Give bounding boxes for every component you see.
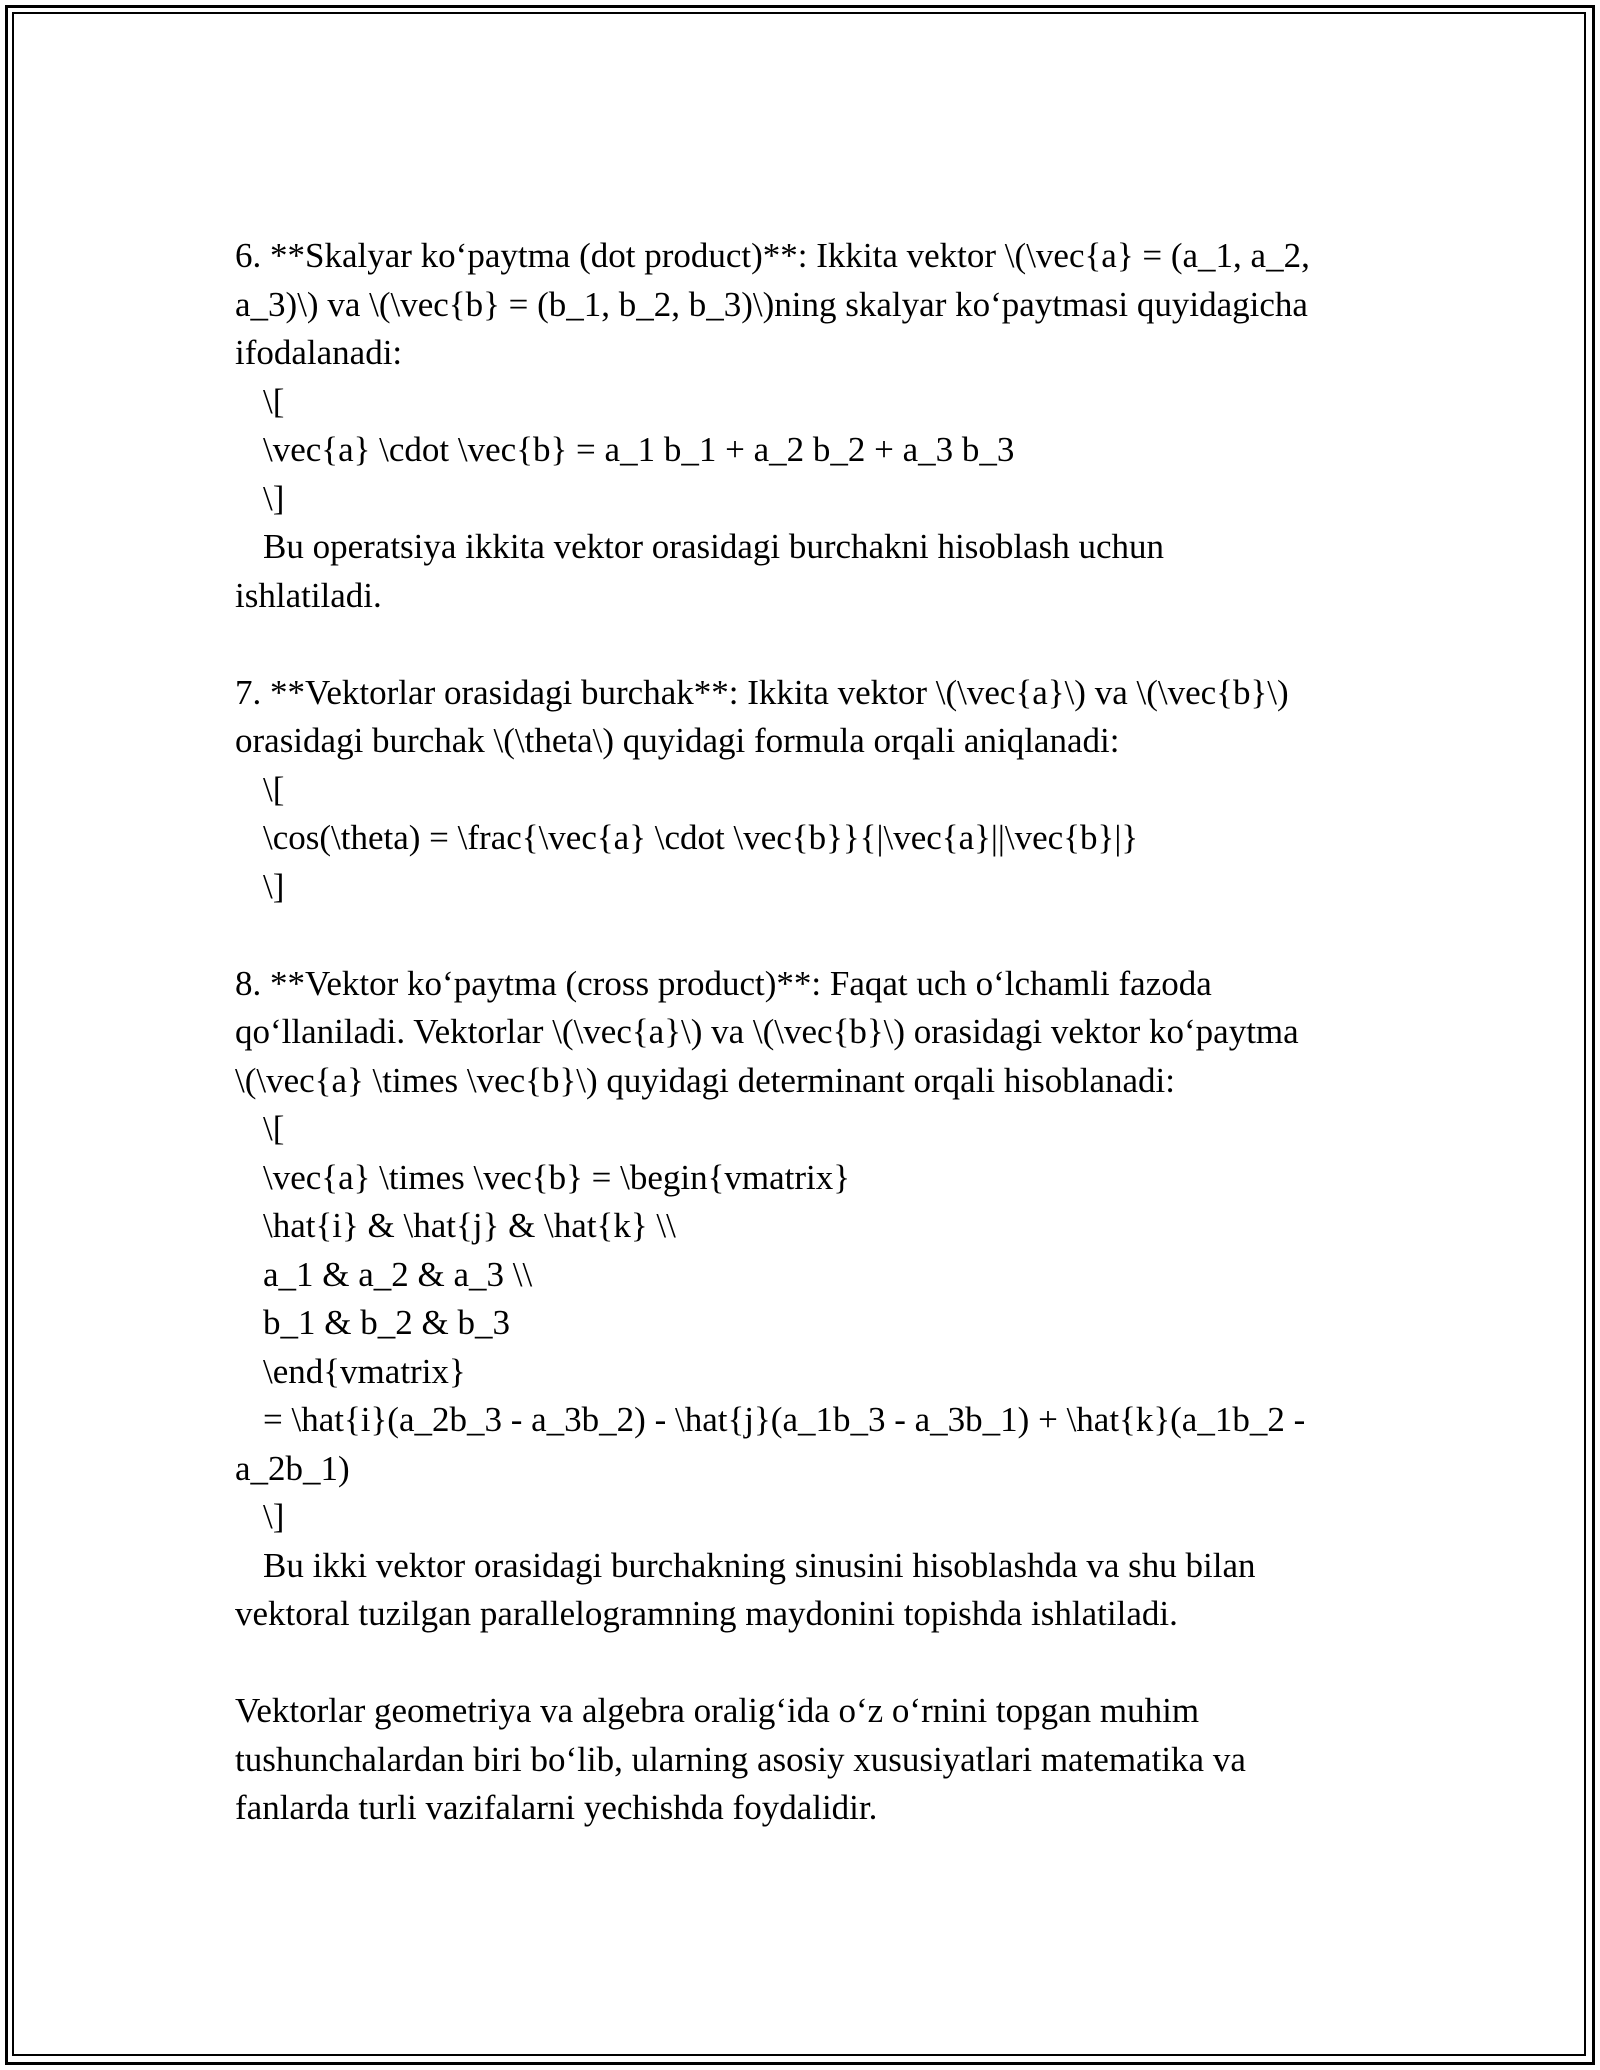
- text-line: \[: [263, 769, 285, 809]
- text-line: \]: [263, 478, 285, 518]
- text-line: \hat{i} & \hat{j} & \hat{k} \\: [263, 1206, 676, 1245]
- text-line: tushunchalardan biri bo‘lib, ularning asosiy xususiyatlari matematika va: [235, 1739, 1246, 1779]
- document-section: [235, 232, 1375, 620]
- document-section: [235, 1687, 1375, 1833]
- text-line: Bu ikki vektor orasidagi burchakning sinusini hisoblashda va shu bilan: [263, 1545, 1256, 1585]
- document-section: [235, 960, 1375, 1639]
- text-line: ishlatiladi.: [235, 575, 382, 615]
- text-line: \]: [263, 1497, 285, 1536]
- text-line: = \hat{i}(a_2b_3 - a_3b_2) - \hat{j}(a_1b_3 - a_3b_1) + \hat{k}(a_1b_2 -: [263, 1400, 1306, 1439]
- text-line: orasidagi burchak \(\theta\) quyidagi formula orqali aniqlanadi:: [235, 721, 1120, 760]
- text-line: a_1 & a_2 & a_3 \\: [263, 1254, 533, 1294]
- text-line: a_3)\) va \(\vec{b} = (b_1, b_2, b_3)\)ning skalyar ko‘paytmasi quyidagicha: [235, 284, 1308, 324]
- text-line: b_1 & b_2 & b_3: [263, 1303, 510, 1342]
- text-line: Bu operatsiya ikkita vektor orasidagi burchakni hisoblash uchun: [263, 527, 1165, 566]
- text-line: \[: [263, 1109, 285, 1148]
- paragraph-gap: [235, 1639, 1375, 1688]
- text-line: 6. **Skalyar ko‘paytma (dot product)**: Ikkita vektor \(\vec{a} = (a_1, a_2,: [235, 236, 1310, 275]
- paragraph-gap: [235, 911, 1375, 960]
- text-line: \vec{a} \cdot \vec{b} = a_1 b_1 + a_2 b_2 + a_3 b_3: [263, 430, 1015, 469]
- text-line: \(\vec{a} \times \vec{b}\) quyidagi determinant orqali hisoblanadi:: [235, 1060, 1175, 1100]
- document-sections: [235, 232, 1375, 1833]
- text-line: \cos(\theta) = \frac{\vec{a} \cdot \vec{b}}{|\vec{a}||\vec{b}|}: [263, 818, 1139, 857]
- paragraph-gap: [235, 620, 1375, 669]
- text-line: fanlarda turli vazifalarni yechishda foydalidir.: [235, 1788, 878, 1827]
- text-line: 8. **Vektor ko‘paytma (cross product)**: Faqat uch o‘lchamli fazoda: [235, 963, 1212, 1003]
- text-line: ifodalanadi:: [235, 333, 403, 372]
- text-line: \[: [263, 381, 285, 421]
- text-line: \end{vmatrix}: [263, 1351, 466, 1391]
- text-line: Vektorlar geometriya va algebra oralig‘ida o‘z o‘rnini topgan muhim: [235, 1691, 1200, 1730]
- document-body: [235, 232, 1375, 1833]
- text-line: qo‘llaniladi. Vektorlar \(\vec{a}\) va \(\vec{b}\) orasidagi vektor ko‘paytma: [235, 1012, 1299, 1051]
- text-line: 7. **Vektorlar orasidagi burchak**: Ikkita vektor \(\vec{a}\) va \(\vec{b}\): [235, 672, 1289, 712]
- text-line: vektoral tuzilgan parallelogramning maydonini topishda ishlatiladi.: [235, 1594, 1178, 1633]
- text-line: \vec{a} \times \vec{b} = \begin{vmatrix}: [263, 1157, 851, 1197]
- text-line: a_2b_1): [235, 1448, 350, 1488]
- document-section: [235, 669, 1375, 912]
- text-line: \]: [263, 866, 285, 906]
